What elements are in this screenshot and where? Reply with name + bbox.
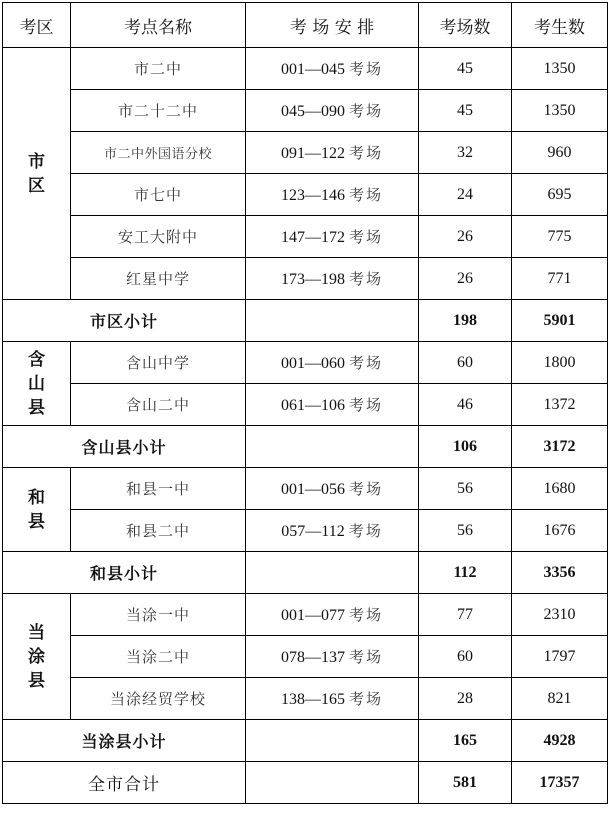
room-range-numbers: 057—112 <box>281 523 345 540</box>
grand-total-students: 17357 <box>512 762 608 804</box>
student-count: 821 <box>512 678 608 720</box>
student-count: 1680 <box>512 468 608 510</box>
table-row <box>3 132 608 174</box>
room-range <box>246 678 419 720</box>
region-char: 县 <box>28 670 45 691</box>
room-range-suffix: 考场 <box>348 228 383 246</box>
header-row <box>3 3 608 48</box>
room-range-numbers: 001—056 <box>280 481 345 498</box>
room-range <box>246 384 419 426</box>
grand-total-label: 全市合计 <box>3 762 246 804</box>
subtotal-row <box>3 300 608 342</box>
room-range-suffix: 考场 <box>348 144 383 162</box>
room-range-numbers: 123—146 <box>280 187 345 204</box>
subtotal-row <box>3 552 608 594</box>
room-range-suffix: 考场 <box>348 480 383 498</box>
table-row <box>3 90 608 132</box>
table-row <box>3 594 608 636</box>
site-name: 和县一中 <box>71 468 246 510</box>
region-char: 区 <box>28 175 45 196</box>
region-char: 县 <box>28 397 45 418</box>
student-count: 1350 <box>512 48 608 90</box>
table-row <box>3 342 608 384</box>
room-count: 45 <box>419 90 512 132</box>
room-range-suffix: 考场 <box>348 606 383 624</box>
site-name: 含山二中 <box>71 384 246 426</box>
room-range-suffix: 考场 <box>348 396 383 414</box>
table-row <box>3 258 608 300</box>
site-name: 市七中 <box>71 174 246 216</box>
site-name: 和县二中 <box>71 510 246 552</box>
region-label <box>3 594 71 720</box>
room-range-numbers: 173—198 <box>280 271 345 288</box>
room-range-suffix: 考场 <box>348 522 383 540</box>
room-count: 28 <box>419 678 512 720</box>
room-range <box>246 468 419 510</box>
student-count: 2310 <box>512 594 608 636</box>
room-range-suffix: 考场 <box>348 690 383 708</box>
room-count: 32 <box>419 132 512 174</box>
table-row <box>3 216 608 258</box>
student-count: 1800 <box>512 342 608 384</box>
room-range <box>246 216 419 258</box>
region-char: 县 <box>28 511 45 532</box>
room-range <box>246 132 419 174</box>
site-name: 市二中 <box>71 48 246 90</box>
site-name: 当涂经贸学校 <box>71 678 246 720</box>
grand-total-rooms: 581 <box>419 762 512 804</box>
site-name: 安工大附中 <box>71 216 246 258</box>
region-label <box>3 468 71 552</box>
room-range-numbers: 045—090 <box>280 103 345 120</box>
student-count: 695 <box>512 174 608 216</box>
header-students: 考生数 <box>512 3 608 48</box>
region-char: 山 <box>28 373 45 394</box>
header-rooms: 考场数 <box>419 3 512 48</box>
room-range-numbers: 001—045 <box>280 61 345 78</box>
site-name: 当涂一中 <box>71 594 246 636</box>
site-name: 市二中外国语分校 <box>71 132 246 174</box>
room-range <box>246 258 419 300</box>
region-char: 和 <box>28 487 45 508</box>
grand-total-row <box>3 762 608 804</box>
room-count: 26 <box>419 216 512 258</box>
subtotal-arrangement <box>246 720 419 762</box>
table-row <box>3 48 608 90</box>
table-row <box>3 636 608 678</box>
region-char: 涂 <box>28 646 45 667</box>
subtotal-label: 含山县小计 <box>3 426 246 468</box>
table-row <box>3 174 608 216</box>
subtotal-row <box>3 720 608 762</box>
room-range-suffix: 考场 <box>348 60 383 78</box>
subtotal-students: 3356 <box>512 552 608 594</box>
room-range-numbers: 078—137 <box>280 649 345 666</box>
region-char: 含 <box>28 349 45 370</box>
subtotal-students: 5901 <box>512 300 608 342</box>
subtotal-rooms: 165 <box>419 720 512 762</box>
student-count: 1797 <box>512 636 608 678</box>
exam-arrangement-table <box>2 2 608 804</box>
student-count: 1372 <box>512 384 608 426</box>
subtotal-students: 4928 <box>512 720 608 762</box>
room-count: 56 <box>419 468 512 510</box>
subtotal-arrangement <box>246 426 419 468</box>
table-row <box>3 678 608 720</box>
table-row <box>3 510 608 552</box>
room-range-suffix: 考场 <box>348 102 383 120</box>
student-count: 771 <box>512 258 608 300</box>
student-count: 960 <box>512 132 608 174</box>
room-count: 60 <box>419 342 512 384</box>
site-name: 红星中学 <box>71 258 246 300</box>
room-range-suffix: 考场 <box>348 270 383 288</box>
table-body <box>3 48 608 804</box>
room-range-suffix: 考场 <box>348 186 383 204</box>
subtotal-row <box>3 426 608 468</box>
room-range-suffix: 考场 <box>348 648 383 666</box>
region-label <box>3 342 71 426</box>
table-row <box>3 384 608 426</box>
room-range-suffix: 考场 <box>348 354 383 372</box>
region-label <box>3 48 71 300</box>
room-count: 24 <box>419 174 512 216</box>
room-range <box>246 90 419 132</box>
table-row <box>3 468 608 510</box>
room-range-numbers: 061—106 <box>280 397 345 414</box>
room-range <box>246 636 419 678</box>
room-count: 77 <box>419 594 512 636</box>
room-count: 45 <box>419 48 512 90</box>
room-range <box>246 342 419 384</box>
subtotal-label: 当涂县小计 <box>3 720 246 762</box>
room-range-numbers: 091—122 <box>280 145 345 162</box>
room-range-numbers: 001—060 <box>280 355 345 372</box>
room-count: 60 <box>419 636 512 678</box>
room-range <box>246 174 419 216</box>
room-range-numbers: 138—165 <box>280 691 345 708</box>
room-range <box>246 510 419 552</box>
student-count: 775 <box>512 216 608 258</box>
subtotal-arrangement <box>246 300 419 342</box>
region-char: 市 <box>28 151 45 172</box>
room-range <box>246 48 419 90</box>
subtotal-rooms: 106 <box>419 426 512 468</box>
subtotal-arrangement <box>246 552 419 594</box>
region-char: 当 <box>28 622 45 643</box>
site-name: 含山中学 <box>71 342 246 384</box>
site-name: 市二十二中 <box>71 90 246 132</box>
subtotal-students: 3172 <box>512 426 608 468</box>
header-site: 考点名称 <box>71 3 246 48</box>
room-count: 56 <box>419 510 512 552</box>
grand-total-arrangement <box>246 762 419 804</box>
room-count: 26 <box>419 258 512 300</box>
subtotal-label: 市区小计 <box>3 300 246 342</box>
subtotal-rooms: 198 <box>419 300 512 342</box>
student-count: 1350 <box>512 90 608 132</box>
subtotal-label: 和县小计 <box>3 552 246 594</box>
site-name: 当涂二中 <box>71 636 246 678</box>
room-range-numbers: 147—172 <box>280 229 345 246</box>
header-arrangement: 考 场 安 排 <box>246 3 419 48</box>
subtotal-rooms: 112 <box>419 552 512 594</box>
student-count: 1676 <box>512 510 608 552</box>
room-count: 46 <box>419 384 512 426</box>
room-range-numbers: 001—077 <box>280 607 345 624</box>
header-region: 考区 <box>3 3 71 48</box>
room-range <box>246 594 419 636</box>
